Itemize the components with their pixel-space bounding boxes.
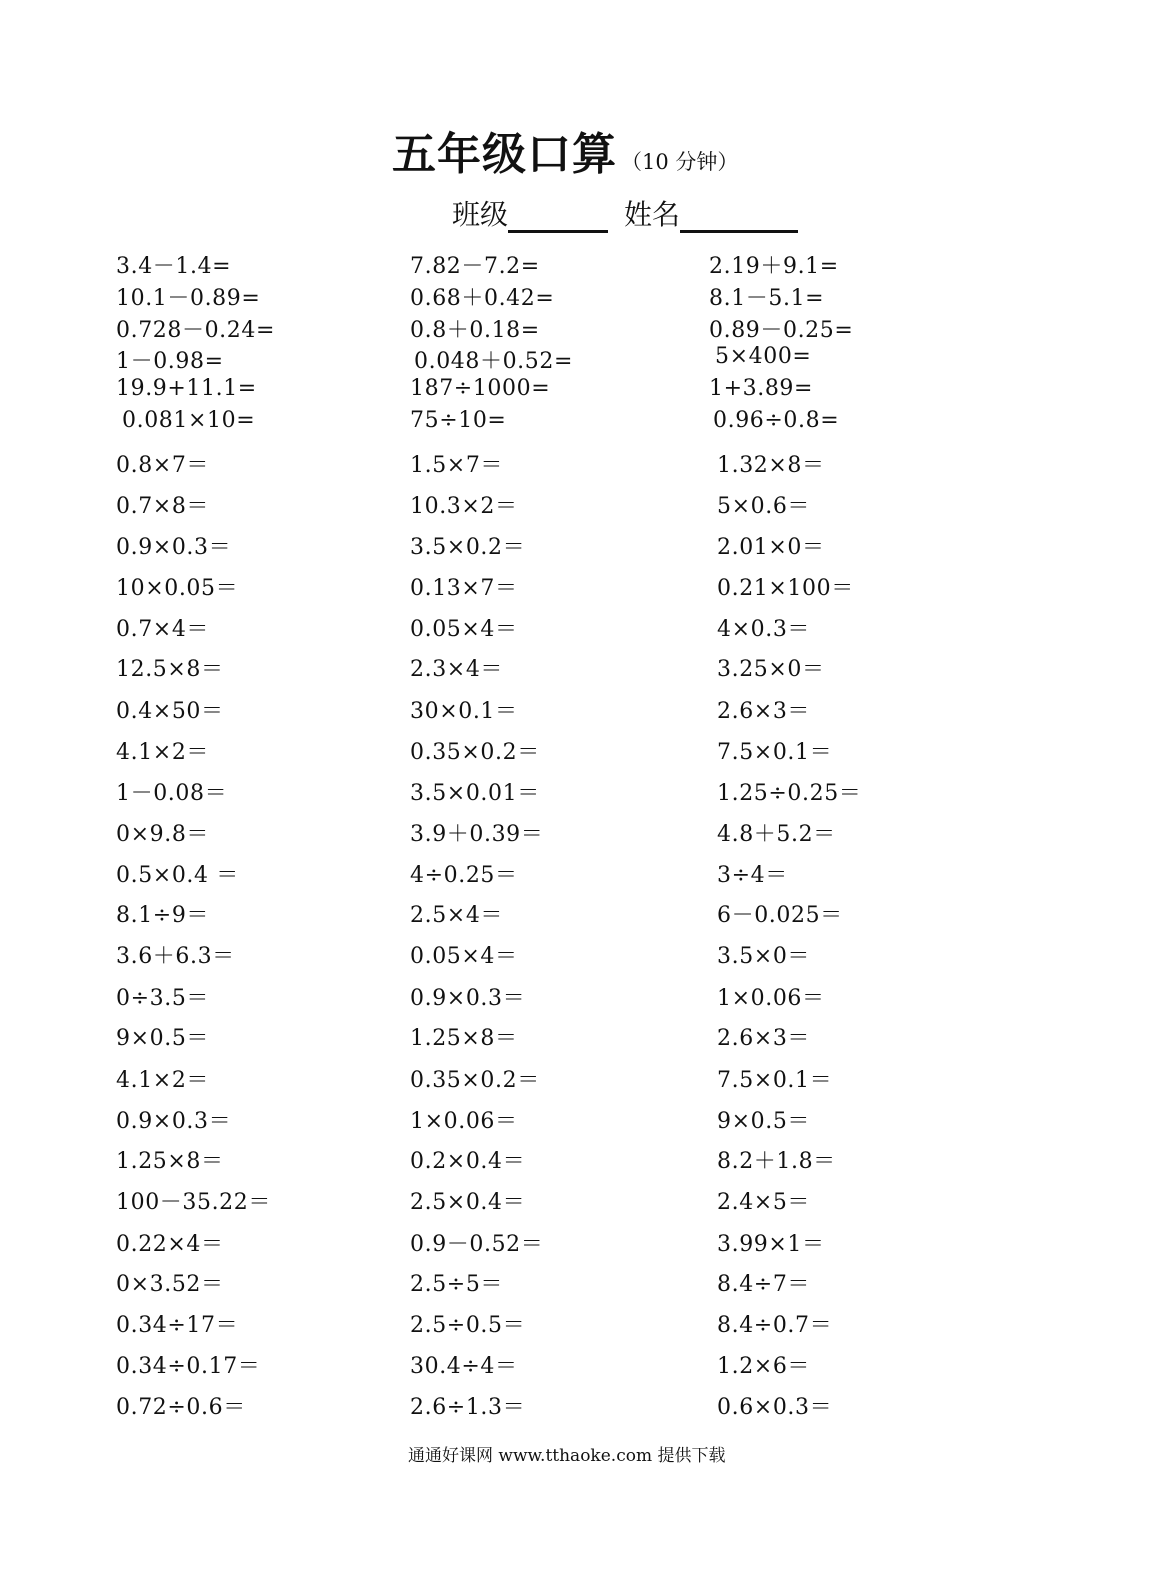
problem-item: 2.6×3＝ (717, 1026, 811, 1051)
class-label: 班级 (452, 198, 509, 231)
problem-item: 100－35.22＝ (116, 1190, 271, 1215)
problem-item: 0.72÷0.6＝ (116, 1395, 246, 1420)
problem-item: 0.68＋0.42= (410, 286, 555, 311)
problem-item: 2.6÷1.3＝ (410, 1395, 526, 1420)
problem-item: 10×0.05＝ (116, 576, 239, 601)
problem-item: 8.2＋1.8＝ (717, 1149, 836, 1174)
problem-item: 1.25×8＝ (116, 1149, 224, 1174)
problem-item: 2.3×4＝ (410, 657, 504, 682)
problem-item: 3.5×0.2＝ (410, 535, 526, 560)
problem-item: 0.9×0.3＝ (116, 535, 232, 560)
problem-item: 4.1×2＝ (116, 740, 210, 765)
problem-item: 1×0.06＝ (717, 986, 825, 1011)
problem-item: 0.9－0.52＝ (410, 1232, 544, 1257)
problem-item: 1－0.98= (116, 349, 224, 374)
problem-item: 0.96÷0.8= (713, 408, 840, 433)
problem-item: 3.5×0.01＝ (410, 781, 540, 806)
name-label: 姓名 (624, 198, 681, 231)
problem-item: 0.34÷0.17＝ (116, 1354, 261, 1379)
problem-item: 4÷0.25＝ (410, 863, 518, 888)
problem-item: 12.5×8＝ (116, 657, 224, 682)
problem-item: 0.13×7＝ (410, 576, 518, 601)
problem-item: 0.35×0.2＝ (410, 740, 540, 765)
problem-item: 1.32×8＝ (717, 453, 825, 478)
problem-item: 1+3.89= (709, 376, 814, 401)
problem-item: 0.2×0.4＝ (410, 1149, 526, 1174)
problem-item: 7.5×0.1＝ (717, 1068, 833, 1093)
title-duration: （10 分钟） (621, 150, 739, 174)
problem-item: 0×9.8＝ (116, 822, 210, 847)
problem-item: 5×0.6＝ (717, 494, 811, 519)
problem-item: 0÷3.5＝ (116, 986, 210, 1011)
title-main: 五年级口算 (392, 129, 617, 180)
problem-item: 75÷10= (410, 408, 507, 433)
problem-item: 8.1÷9＝ (116, 903, 210, 928)
problem-item: 187÷1000= (410, 376, 551, 401)
problem-item: 1×0.06＝ (410, 1109, 518, 1134)
problem-item: 2.5÷5＝ (410, 1272, 504, 1297)
problem-item: 2.4×5＝ (717, 1190, 811, 1215)
problem-item: 19.9+11.1= (116, 376, 257, 401)
problem-item: 0.7×8＝ (116, 494, 210, 519)
problem-item: 3.9＋0.39＝ (410, 822, 544, 847)
problem-item: 2.5×0.4＝ (410, 1190, 526, 1215)
problem-item: 1.5×7＝ (410, 453, 504, 478)
problem-item: 7.82－7.2= (410, 254, 540, 279)
problem-item: 3.5×0＝ (717, 944, 811, 969)
problem-item: 0.89－0.25= (709, 318, 854, 343)
problem-item: 0.6×0.3＝ (717, 1395, 833, 1420)
name-field (624, 193, 798, 233)
problem-item: 0.8×7＝ (116, 453, 210, 478)
problem-item: 9×0.5＝ (116, 1026, 210, 1051)
problem-item: 0.7×4＝ (116, 617, 210, 642)
problem-item: 0.22×4＝ (116, 1232, 224, 1257)
problem-item: 0.9×0.3＝ (116, 1109, 232, 1134)
problem-item: 8.4÷7＝ (717, 1272, 811, 1297)
problem-item: 0.05×4＝ (410, 617, 518, 642)
problem-item: 0.9×0.3＝ (410, 986, 526, 1011)
problem-item: 0.8＋0.18= (410, 318, 540, 343)
problem-item: 8.4÷0.7＝ (717, 1313, 833, 1338)
problem-item: 2.5÷0.5＝ (410, 1313, 526, 1338)
problem-item: 4.1×2＝ (116, 1068, 210, 1093)
class-blank[interactable] (508, 200, 608, 233)
problem-item: 0.35×0.2＝ (410, 1068, 540, 1093)
problem-item: 3.6＋6.3＝ (116, 944, 235, 969)
problem-item: 1.25÷0.25＝ (717, 781, 862, 806)
problem-item: 1－0.08＝ (116, 781, 228, 806)
problem-item: 10.1－0.89= (116, 286, 261, 311)
problem-item: 3.4－1.4= (116, 254, 232, 279)
class-field (452, 193, 608, 233)
problem-item: 4×0.3＝ (717, 617, 811, 642)
problem-item: 1.2×6＝ (717, 1354, 811, 1379)
name-blank[interactable] (680, 200, 798, 233)
problem-item: 0.21×100＝ (717, 576, 854, 601)
problem-item: 10.3×2＝ (410, 494, 518, 519)
problem-item: 0.4×50＝ (116, 699, 224, 724)
problem-item: 0×3.52＝ (116, 1272, 224, 1297)
problem-item: 9×0.5＝ (717, 1109, 811, 1134)
problem-item: 2.6×3＝ (717, 699, 811, 724)
problem-item: 0.34÷17＝ (116, 1313, 239, 1338)
problem-item: 7.5×0.1＝ (717, 740, 833, 765)
problem-item: 3÷4＝ (717, 863, 788, 888)
page-title (392, 118, 738, 178)
problem-item: 3.99×1＝ (717, 1232, 825, 1257)
problem-item: 1.25×8＝ (410, 1026, 518, 1051)
problem-item: 6－0.025＝ (717, 903, 843, 928)
problem-item: 8.1－5.1= (709, 286, 825, 311)
problem-item: 2.19＋9.1= (709, 254, 839, 279)
problem-item: 2.01×0＝ (717, 535, 825, 560)
problem-item: 30×0.1＝ (410, 699, 518, 724)
footer-credit: 通通好课网 www.tthaoke.com 提供下载 (408, 1446, 726, 1466)
problem-item: 0.05×4＝ (410, 944, 518, 969)
problem-item: 5×400= (715, 344, 812, 369)
problem-item: 0.081×10= (122, 408, 256, 433)
problem-item: 0.048＋0.52= (414, 349, 573, 374)
problem-item: 4.8＋5.2＝ (717, 822, 836, 847)
problem-item: 0.728－0.24= (116, 318, 275, 343)
problem-item: 3.25×0＝ (717, 657, 825, 682)
problem-item: 0.5×0.4 ＝ (116, 863, 239, 888)
problem-item: 2.5×4＝ (410, 903, 504, 928)
problem-item: 30.4÷4＝ (410, 1354, 518, 1379)
